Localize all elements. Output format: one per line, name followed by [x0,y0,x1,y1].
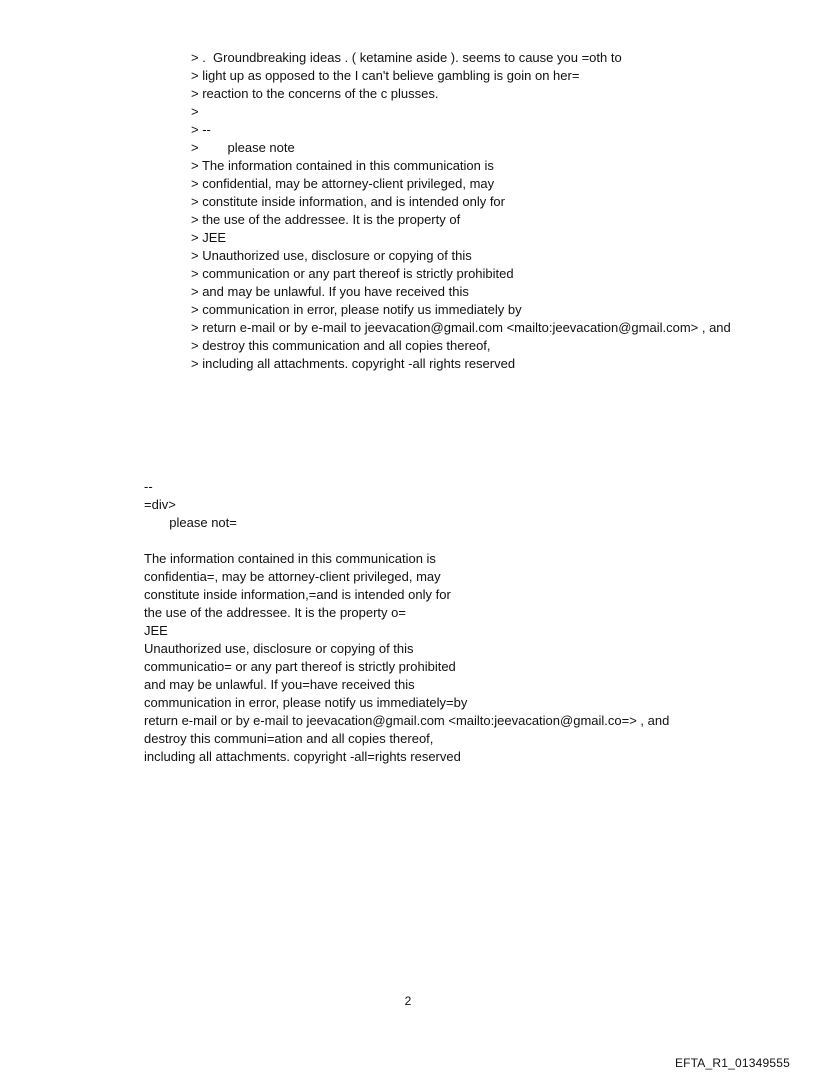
disclaimer-line: constitute inside information,=and is intended only for [144,587,451,602]
quoted-line: > Unauthorized use, disclosure or copying of this [191,248,472,263]
disclaimer-line: destroy this communi=ation and all copies thereof, [144,731,434,746]
quoted-line: > return e-mail or by e-mail to jeevacation@gmail.com <mailto:jeevacation@gmail.com> , and [191,320,731,335]
disclaimer-line: please not= [144,515,237,530]
quoted-line: > and may be unlawful. If you have received this [191,284,469,299]
disclaimer-line: the use of the addressee. It is the property o= [144,605,406,620]
quoted-line: > communication or any part thereof is strictly prohibited [191,266,514,281]
disclaimer-line: return e-mail or by e-mail to jeevacation@gmail.com <mailto:jeevacation@gmail.co=> , and [144,713,670,728]
page-number: 2 [404,994,412,1008]
quoted-line: > constitute inside information, and is intended only for [191,194,505,209]
disclaimer-line: and may be unlawful. If you=have received this [144,677,415,692]
quoted-line: > reaction to the concerns of the c plusses. [191,86,439,101]
disclaimer-line: The information contained in this communication is [144,551,436,566]
quoted-line: > . Groundbreaking ideas . ( ketamine aside ). seems to cause you =oth to [191,50,622,65]
quoted-line: > -- [191,122,211,137]
quoted-line: > including all attachments. copyright -all rights reserved [191,356,516,371]
quoted-line: > destroy this communication and all copies thereof, [191,338,491,353]
disclaimer-line: JEE [144,623,168,638]
disclaimer-line: =div> [144,497,176,512]
disclaimer-line: Unauthorized use, disclosure or copying of this [144,641,414,656]
quoted-line: > the use of the addressee. It is the property of [191,212,461,227]
quoted-line: > communication in error, please notify us immediately by [191,302,522,317]
disclaimer-line: communicatio= or any part thereof is strictly prohibited [144,659,456,674]
disclaimer-line: confidentia=, may be attorney-client privileged, may [144,569,441,584]
quoted-line: > confidential, may be attorney-client privileged, may [191,176,495,191]
quoted-line: > please note [191,140,295,155]
quoted-line: > The information contained in this communication is [191,158,494,173]
quoted-line: > JEE [191,230,227,245]
disclaimer-line: -- [144,479,153,494]
disclaimer-line: communication in error, please notify us immediately=by [144,695,468,710]
document-id: EFTA_R1_01349555 [674,1056,790,1070]
quoted-line: > [191,104,199,119]
quoted-line: > light up as opposed to the I can't believe gambling is goin on her= [191,68,580,83]
disclaimer-line: including all attachments. copyright -all=rights reserved [144,749,461,764]
